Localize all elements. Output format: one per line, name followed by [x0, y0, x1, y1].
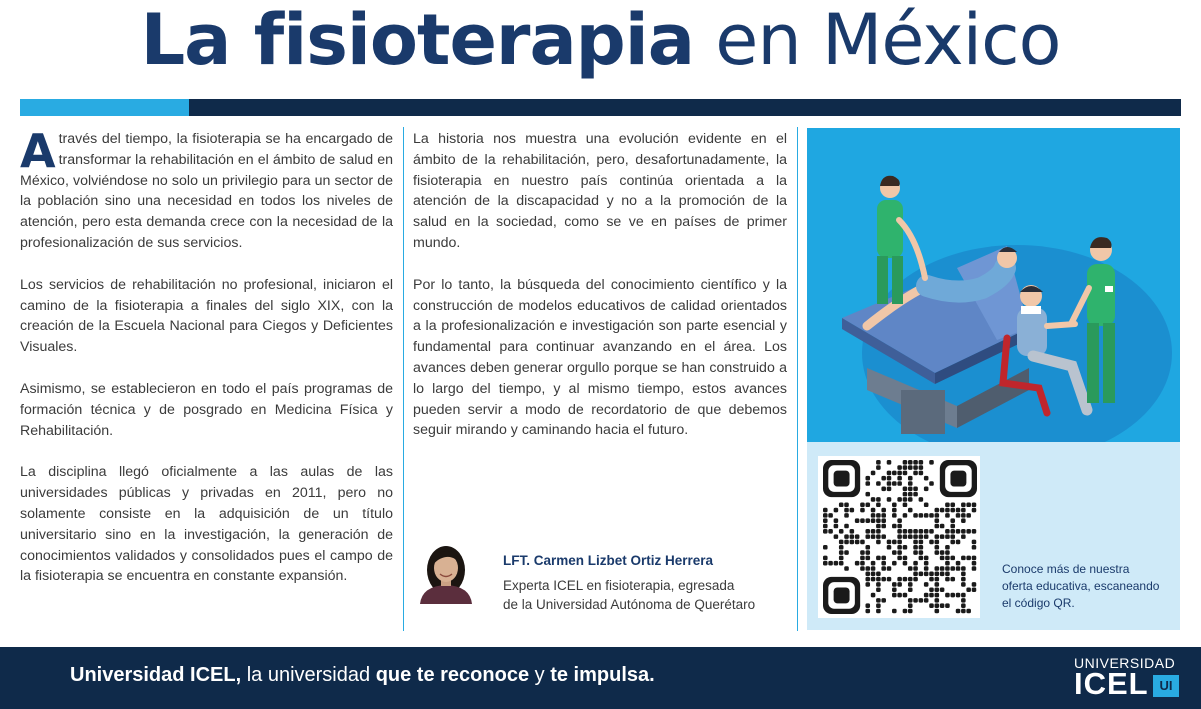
article-paragraph: Por lo tanto, la búsqueda del conocimiento científico y la construcción de modelos educativos de calidad orientados a la profesionalización e investigación son parte esencial y fundamental para continuar avanzando en el área. Los avances deben generar orgullo porque se han construido a lo largo del tiempo, y al mismo tiempo, estos avances pueden servir a modo de recordatorio de que debemos seguir mirando y caminando hacia el futuro. [413, 276, 787, 439]
icel-logo [1068, 655, 1182, 703]
drop-cap: A [20, 124, 56, 178]
slogan-part: te impulsa. [550, 664, 655, 686]
qr-caption-line: oferta educativa, escaneando [1002, 579, 1160, 593]
article-paragraph: La disciplina llegó oficialmente a las aulas de las universidades públicas y privadas en 2011, pero no solamente consiste en la adquisición de un título universitario sino en la investigación, la generación de conocimientos validados y consolidados pues el campo de la fisioterapia se encuentra en constante expansión. [20, 464, 393, 585]
logo-top-text: UNIVERSIDAD [1074, 655, 1176, 671]
page-title [0, 0, 1201, 92]
slogan-part: que te reconoce [375, 664, 530, 686]
qr-caption-line: el código QR. [1002, 596, 1075, 610]
footer-slogan [70, 664, 655, 687]
article-paragraph [20, 124, 393, 254]
article-paragraph: La historia nos muestra una evolución evidente en el ámbito de la rehabilitación, pero, desafortunadamente, la fisioterapia en nuestro país continúa orientada a la atención de la discapacidad y no a la promoción de la salud en la sociedad, como se ve en países de primer mundo. [413, 131, 787, 251]
title-bold: La fisioterapia [140, 0, 695, 81]
column-divider [797, 127, 798, 631]
paragraph-text: través del tiempo, la fisioterapia se ha encargado de transformar la rehabilitación en el ámbito de salud en México, volviéndose no solo un privilegio para un sector de la población sino una necesidad en todos los niveles de atención, pero esta demanda crece con la necesidad de la profesionalización de sus servicios. [20, 131, 393, 251]
author-name: LFT. Carmen Lizbet Ortiz Herrera [503, 553, 714, 568]
author-photo [418, 540, 474, 604]
slogan-part: y [529, 664, 551, 686]
qr-code-icon[interactable] [823, 460, 977, 614]
qr-caption-line: Conoce más de nuestra [1002, 562, 1130, 576]
logo-badge: UI [1153, 675, 1179, 697]
author-role [503, 576, 755, 614]
author-role-line: de la Universidad Autónoma de Querétaro [503, 597, 756, 612]
author-role-line: Experta ICEL en fisioterapia, egresada [503, 578, 735, 593]
title-rule-accent [20, 99, 189, 116]
slogan-part: la universidad [241, 664, 376, 686]
title-light: en México [715, 0, 1061, 81]
article-column-2 [413, 129, 787, 462]
article-paragraph: Los servicios de rehabilitación no profesional, iniciaron el camino de la fisioterapia a finales del siglo XIX, con la creación de la Escuela Nacional para Ciegos y Deficientes Visuales. [20, 276, 393, 356]
slogan-part: Universidad ICEL, [70, 664, 242, 686]
title-rule-dark [189, 99, 1181, 116]
logo-main-text: ICEL [1074, 666, 1149, 701]
article-column-1 [20, 124, 393, 608]
column-divider [403, 127, 404, 631]
qr-caption [1002, 561, 1159, 612]
article-paragraph: Asimismo, se establecieron en todo el país programas de formación técnica y de posgrado en Medicina Física y Rehabilitación. [20, 380, 393, 439]
